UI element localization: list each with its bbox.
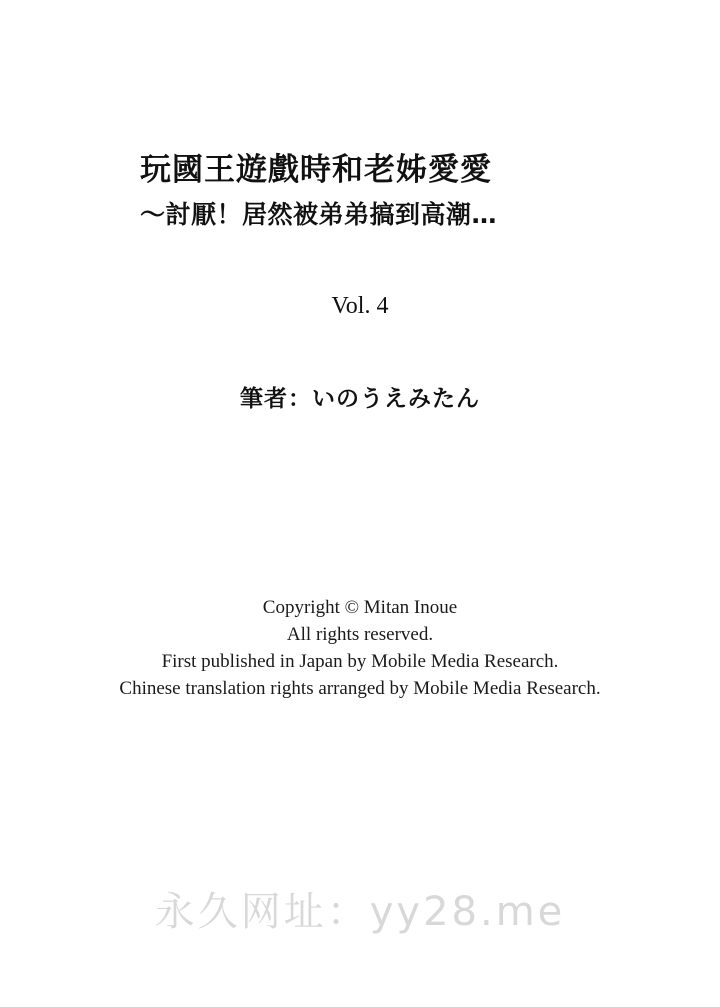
- copyright-block: [0, 595, 720, 703]
- author-label: 筆者：いのうえみたん: [240, 386, 480, 412]
- copyright-line: Copyright © Mitan Inoue: [262, 597, 458, 618]
- watermark-text: 永久网址：yy28.me: [154, 889, 566, 935]
- title-block: [0, 150, 720, 232]
- page-title-subtitle: ～討厭！居然被弟弟搞到高潮…: [140, 199, 498, 229]
- volume-label: Vol. 4: [331, 293, 389, 319]
- page-title-primary: 玩國王遊戲時和老姊愛愛: [140, 152, 492, 188]
- copyright-line: Chinese translation rights arranged by Mobile Media Research.: [119, 677, 601, 699]
- copyright-line: All rights reserved.: [286, 623, 434, 645]
- copyright-line: First published in Japan by Mobile Media Research.: [161, 650, 559, 672]
